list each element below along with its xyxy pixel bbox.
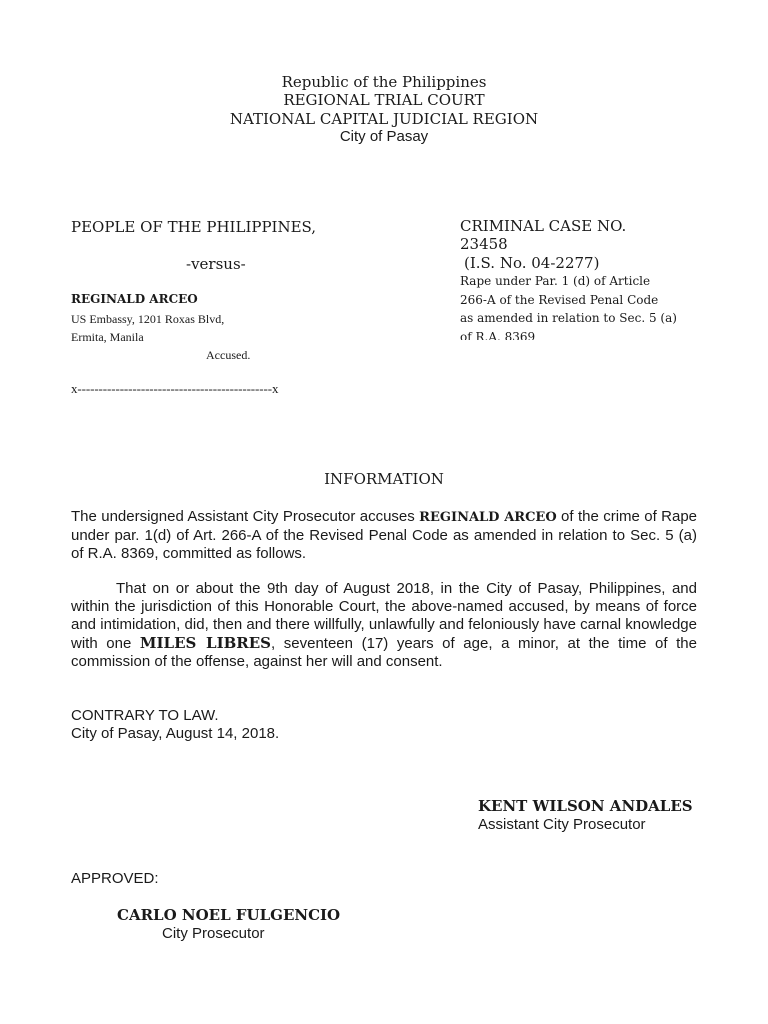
paragraph-text: of the crime of Rape under par. 1(d) of Art. 266-A of the Revised Penal Code as amended in relation to Sec. 5 (a) of R.A. 8369, committed as follows.: [71, 508, 698, 562]
case-number: 23458: [460, 235, 508, 253]
contrary-to-law: CONTRARY TO LAW.: [71, 707, 219, 724]
header-region: NATIONAL CAPITAL JUDICIAL REGION: [229, 110, 539, 128]
versus: -versus-: [186, 255, 246, 273]
accused-name: REGINALD ARCEO: [71, 292, 198, 306]
approver-title: City Prosecutor: [162, 925, 265, 942]
accused-label: Accused.: [206, 348, 251, 362]
accused-address-line1: US Embassy, 1201 Roxas Blvd,: [71, 312, 225, 326]
prosecutor-name: KENT WILSON ANDALES: [478, 797, 693, 815]
caption-separator: x----------------------------------------------x: [71, 381, 279, 396]
accused-name-inline: REGINALD ARCEO: [419, 510, 557, 525]
document-title: INFORMATION: [324, 470, 444, 488]
header-court: REGIONAL TRIAL COURT: [283, 91, 485, 109]
paragraph-text: The undersigned Assistant City Prosecutor accuses: [71, 508, 420, 525]
paragraph-text: , seventeen (17) years of age, a minor, at the time of the commission of the offense, against her will and consent.: [71, 635, 697, 670]
prosecutor-title: Assistant City Prosecutor: [478, 816, 646, 833]
plaintiff: PEOPLE OF THE PHILIPPINES,: [71, 218, 317, 236]
charge-line: as amended in relation to Sec. 5 (a): [460, 311, 677, 325]
charge-block: [460, 272, 700, 340]
header-city: City of Pasay: [339, 128, 429, 145]
charge-line: Rape under Par. 1 (d) of Article: [460, 274, 651, 288]
charge-line: of R.A. 8369: [460, 329, 536, 340]
case-label: CRIMINAL CASE NO.: [460, 217, 627, 235]
paragraph-text: That on or about the 9th day of August 2018, in the City of Pasay, Philippines, and within the jurisdiction of this Honorable Court, the above-named accused, by means of force and intimidation, did, then and there willfully, unlawfully and feloniously have carnal knowledge with one: [71, 580, 697, 652]
paragraph-accusation: [71, 508, 697, 563]
approver-name: CARLO NOEL FULGENCIO: [117, 906, 341, 924]
paragraph-facts: [71, 580, 697, 671]
victim-name-inline: MILES LIBRES: [139, 634, 271, 652]
header-republic: Republic of the Philippines: [281, 73, 487, 91]
charge-line: 266-A of the Revised Penal Code: [460, 292, 659, 307]
approved-label: APPROVED:: [71, 870, 159, 887]
accused-address-line2: Ermita, Manila: [71, 330, 144, 344]
date-line: City of Pasay, August 14, 2018.: [71, 725, 280, 742]
is-number: (I.S. No. 04-2277): [464, 254, 600, 272]
